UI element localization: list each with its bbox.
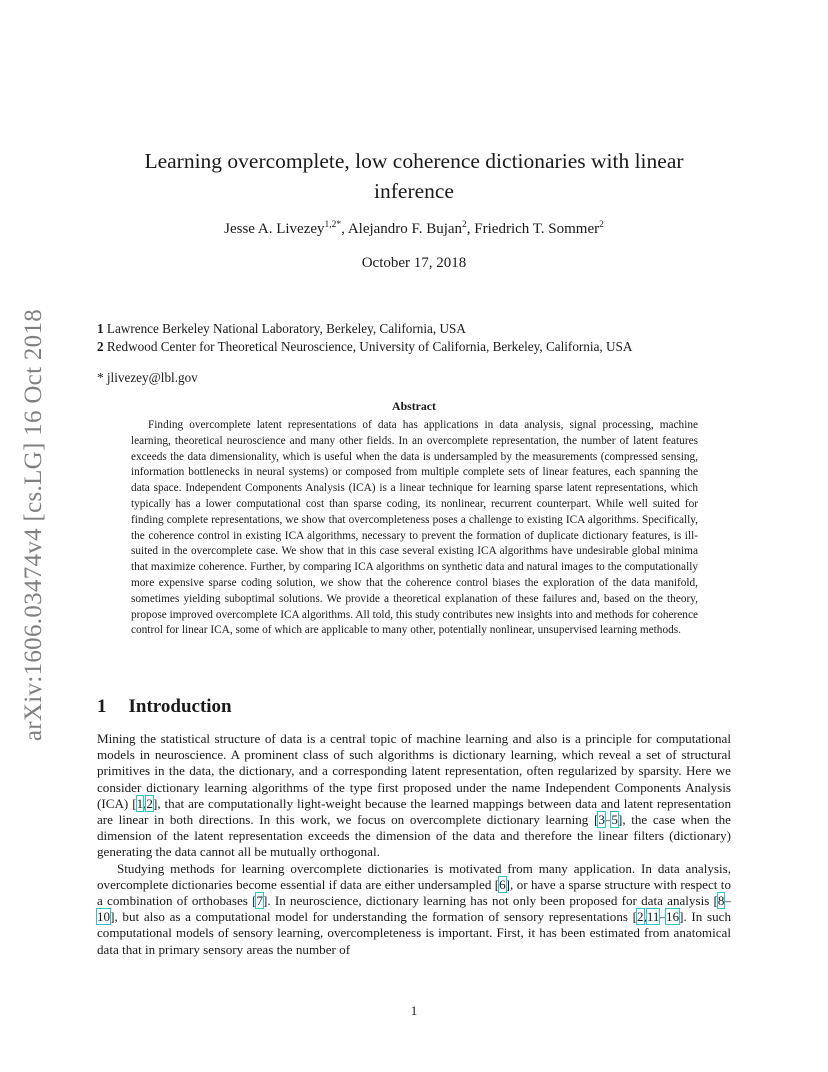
citation-link[interactable]: 2 <box>146 795 153 811</box>
author-affiliation-sup: 2 <box>462 220 467 230</box>
text-run: ], that are computationally light-weight because the learned mappings between data and latent representation are linear in both directions. In this work, we focus on overcomplete dictionary learning [ <box>97 795 731 828</box>
citation-link[interactable]: 2 <box>637 909 644 925</box>
text-run: , <box>643 909 647 925</box>
text-run: ], but also as a computational model for understanding the formation of sensory representations [ <box>110 909 638 925</box>
author-affiliation-sup: 1,2* <box>324 220 342 230</box>
paper-title: Learning overcomplete, low coherence dictionaries with linear inference <box>144 149 684 203</box>
text-run: , <box>143 795 147 811</box>
text-run: ], or have a sparse structure with respect to a combination of orthobases [ <box>97 876 731 909</box>
author-list: Jesse A. Livezey$^{1,2*}$, Alejandro F. Bujan$^2$, Friedrich T. Sommer$^2$ <box>224 220 604 237</box>
affiliation-item <box>97 338 632 356</box>
text-run: ]. In neuroscience, dictionary learning has not only been proposed for data analysis [ <box>263 893 718 909</box>
section-heading <box>97 696 232 718</box>
arxiv-identifier-text: arXiv:1606.03474v4 [cs.LG] 16 Oct 2018 <box>20 308 48 742</box>
paragraph <box>97 731 731 861</box>
citation-link[interactable]: 3 <box>598 812 605 828</box>
affiliation-number: 1 <box>97 321 104 336</box>
author-name: Jesse A. Livezey <box>224 221 325 237</box>
abstract-body: Finding overcomplete latent representations of data has applications in data analysis, signal processing, machine learning, theoretical neuroscience and many other fields. In an overcomplete representation, the number of latent features exceeds the data dimensionality, which is useful when the data is undersampled by the measurements (compressed sensing, information bottlenecks in neural systems) or composed from multiple complete sets of linear features, each spanning the data space. Independent Components Analysis (ICA) is a linear technique for learning sparse latent representations, which typically has a lower computational cost than sparse coding, its nonlinear, recurrent counterpart. While well suited for finding complete representations, we show that overcompleteness poses a challenge to existing ICA algorithms. Specifically, the coherence control in existing ICA algorithms, necessary to prevent the formation of duplicate dictionary features, is ill-suited in the overcomplete case. We show that in this case several existing ICA algorithms have undesirable global minima that maximize coherence. Further, by comparing ICA algorithms on synthetic data and natural images to the computationally more expensive sparse coding solution, we show that the coherence control biases the exploration of the data manifold, sometimes yielding suboptimal solutions. We provide a theoretical explanation of these failures and, based on the theory, propose improved overcomplete ICA algorithms. All told, this study contributes new insights into and methods for coherence control for linear ICA, some of which are applicable to many other, potentially nonlinear, unsupervised learning methods. <box>131 419 698 637</box>
citation-link[interactable]: 8 <box>717 893 725 909</box>
arxiv-identifier-stamp <box>20 290 48 760</box>
text-run: – <box>659 909 667 925</box>
citation-link[interactable]: 1 <box>136 795 144 811</box>
text-run: – <box>604 812 612 828</box>
citation-link[interactable]: 11 <box>646 909 660 925</box>
citation-link[interactable]: 7 <box>256 893 263 909</box>
text-run: – <box>724 893 731 909</box>
paragraph <box>97 861 731 958</box>
affiliation-list <box>97 320 632 356</box>
text-run: Studying methods for learning overcomplete dictionaries is motivated from many application. In data analysis, overcomplete dictionaries become essential if data are either undersampled [ <box>97 860 731 892</box>
corresponding-email: * jlivezey@lbl.gov <box>97 370 198 385</box>
affiliation-text: Redwood Center for Theoretical Neuroscience, University of California, Berkeley, California, USA <box>106 339 633 354</box>
author-affiliation-sup: 2 <box>599 220 604 230</box>
author-name: Friedrich T. Sommer <box>474 221 600 237</box>
section-title: Introduction <box>128 696 232 717</box>
citation-link[interactable]: 5 <box>611 812 618 828</box>
abstract-heading: Abstract <box>392 399 436 413</box>
citation-link[interactable]: 16 <box>666 909 680 925</box>
section-number: 1 <box>97 696 107 717</box>
author-name: Alejandro F. Bujan <box>347 221 463 237</box>
text-run: ]. In such computational models of sensory learning, overcompleteness is important. First, it has been estimated from anatomical data that in primary sensory areas the number of <box>97 909 732 957</box>
affiliation-item <box>97 320 632 338</box>
paper-date: October 17, 2018 <box>361 255 467 271</box>
citation-link[interactable]: 10 <box>97 909 111 925</box>
page-number: 1 <box>410 1003 418 1018</box>
citation-link[interactable]: 6 <box>499 876 506 892</box>
affiliation-text: Lawrence Berkeley National Laboratory, Berkeley, California, USA <box>106 321 466 336</box>
text-run: ], the case when the dimension of the latent representation exceeds the dimension of the data and therefore the linear filters (dictionary) generating the data cannot all be mutually orthogonal. <box>97 812 731 860</box>
text-run: Mining the statistical structure of data is a central topic of machine learning and also is a principle for computational models in neuroscience. A prominent class of such algorithms is dictionary learning, which reveal a set of structural primitives in the data, the dictionary, and a corresponding latent representation, often regularized by sparsity. Here we consider dictionary learning algorithms of the type first proposed under the name Independent Components Analysis (ICA) [ <box>97 731 731 811</box>
introduction-body <box>97 731 731 958</box>
affiliation-number: 2 <box>97 339 104 354</box>
